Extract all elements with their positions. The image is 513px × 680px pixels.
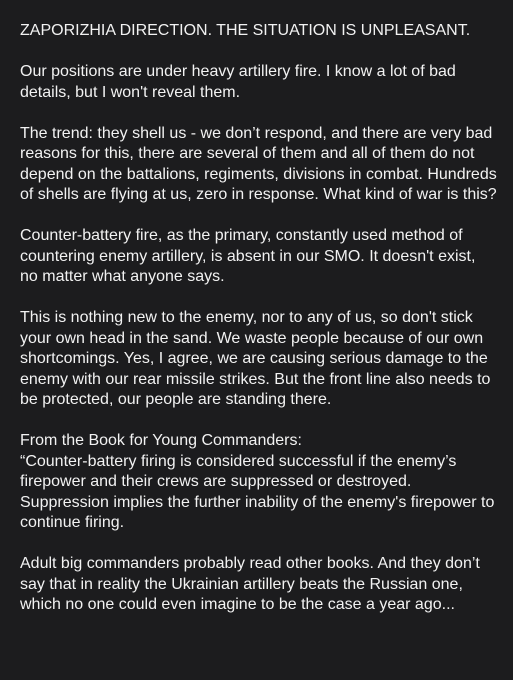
paragraph-trend: The trend: they shell us - we don’t respond, and there are very bad reasons for this, there are several of them and all of them do not depend on the battalions, regiments, divisions in combat. Hundreds of shells are flying at us, zero in response. What kind of war is this? bbox=[20, 124, 497, 203]
post-title: ZAPORIZHIA DIRECTION. THE SITUATION IS UNPLEASANT. bbox=[20, 22, 471, 39]
paragraph-book-quote: From the Book for Young Commanders: “Counter-battery firing is considered successful if the enemy’s firepower and their crews are suppressed or destroyed. Suppression implies the further inability of the enemy's firepower to continue firing. bbox=[20, 432, 495, 531]
paragraph-counter-battery: Counter-battery fire, as the primary, constantly used method of countering enemy artillery, is absent in our SMO. It doesn't exist, no matter what anyone says. bbox=[20, 227, 476, 285]
paragraph-shortcomings: This is nothing new to the enemy, nor to any of us, so don't stick your own head in the sand. We waste people because of our own shortcomings. Yes, I agree, we are causing serious damage to the enemy with our rear missile strikes. But the front line also needs to be protected, our people are standing there. bbox=[20, 309, 491, 408]
paragraph-positions: Our positions are under heavy artillery fire. I know a lot of bad details, but I won't reveal them. bbox=[20, 63, 456, 101]
paragraph-commanders: Adult big commanders probably read other books. And they don’t say that in reality the Ukrainian artillery beats the Russian one, which no one could even imagine to be the case a year ago... bbox=[20, 555, 480, 613]
